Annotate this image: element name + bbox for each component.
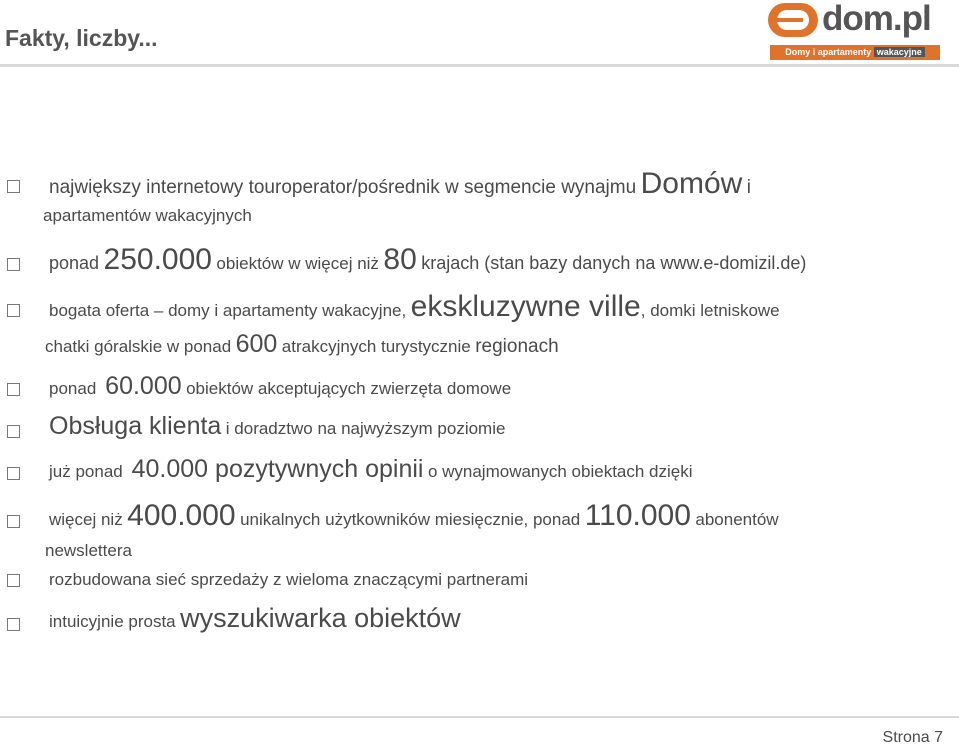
bullet-icon [7, 515, 20, 528]
list-item: intuicyjnie prosta wyszukiwarka obiektów [49, 603, 461, 633]
list-item-continuation: apartamentów wakacyjnych [43, 206, 252, 225]
e-logo-icon [768, 3, 818, 37]
bullet-icon [7, 383, 20, 396]
list-item: największy internetowy touroperator/pośrednik w segmencie wynajmu Domów i [49, 167, 752, 200]
logo-tagline [770, 45, 940, 60]
list-item: rozbudowana sieć sprzedaży z wieloma znaczącymi partnerami [49, 570, 529, 589]
list-item: bogata oferta – domy i apartamenty wakacyjne, ekskluzywne ville, domki letniskowe [49, 290, 780, 323]
list-item-continuation: newslettera [45, 541, 132, 560]
list-item-continuation: chatki góralskie w ponad 600 atrakcyjnych turystycznie regionach [45, 330, 559, 358]
bullet-icon [7, 467, 20, 480]
bullet-icon [7, 618, 20, 631]
page-number: Strona 7 [882, 729, 943, 746]
page-title: Fakty, liczby... [5, 25, 158, 51]
bullet-icon [7, 304, 20, 317]
list-item: ponad 250.000 obiektów w więcej niż 80 krajach (stan bazy danych na www.e-domizil.de) [49, 243, 807, 276]
edom-logo[interactable] [768, 0, 944, 61]
header-divider [0, 64, 959, 67]
list-item: więcej niż 400.000 unikalnych użytkowników miesięcznie, ponad 110.000 abonentów [49, 499, 779, 532]
list-item: już ponad 40.000 pozytywnych opinii o wynajmowanych obiektach dzięki [49, 455, 693, 483]
bullet-icon [7, 574, 20, 587]
logo-text: dom.pl [822, 0, 931, 38]
bullet-icon [7, 425, 20, 438]
list-item: Obsługa klienta i doradztwo na najwyższym poziomie [49, 412, 506, 440]
logo-tagline-b: wakacyjne [874, 47, 925, 57]
bullet-icon [7, 180, 20, 193]
logo-tagline-a: Domy i apartamenty [785, 47, 872, 57]
bullet-icon [7, 258, 20, 271]
list-item: ponad 60.000 obiektów akceptujących zwierzęta domowe [49, 372, 512, 400]
footer-divider [0, 716, 959, 718]
